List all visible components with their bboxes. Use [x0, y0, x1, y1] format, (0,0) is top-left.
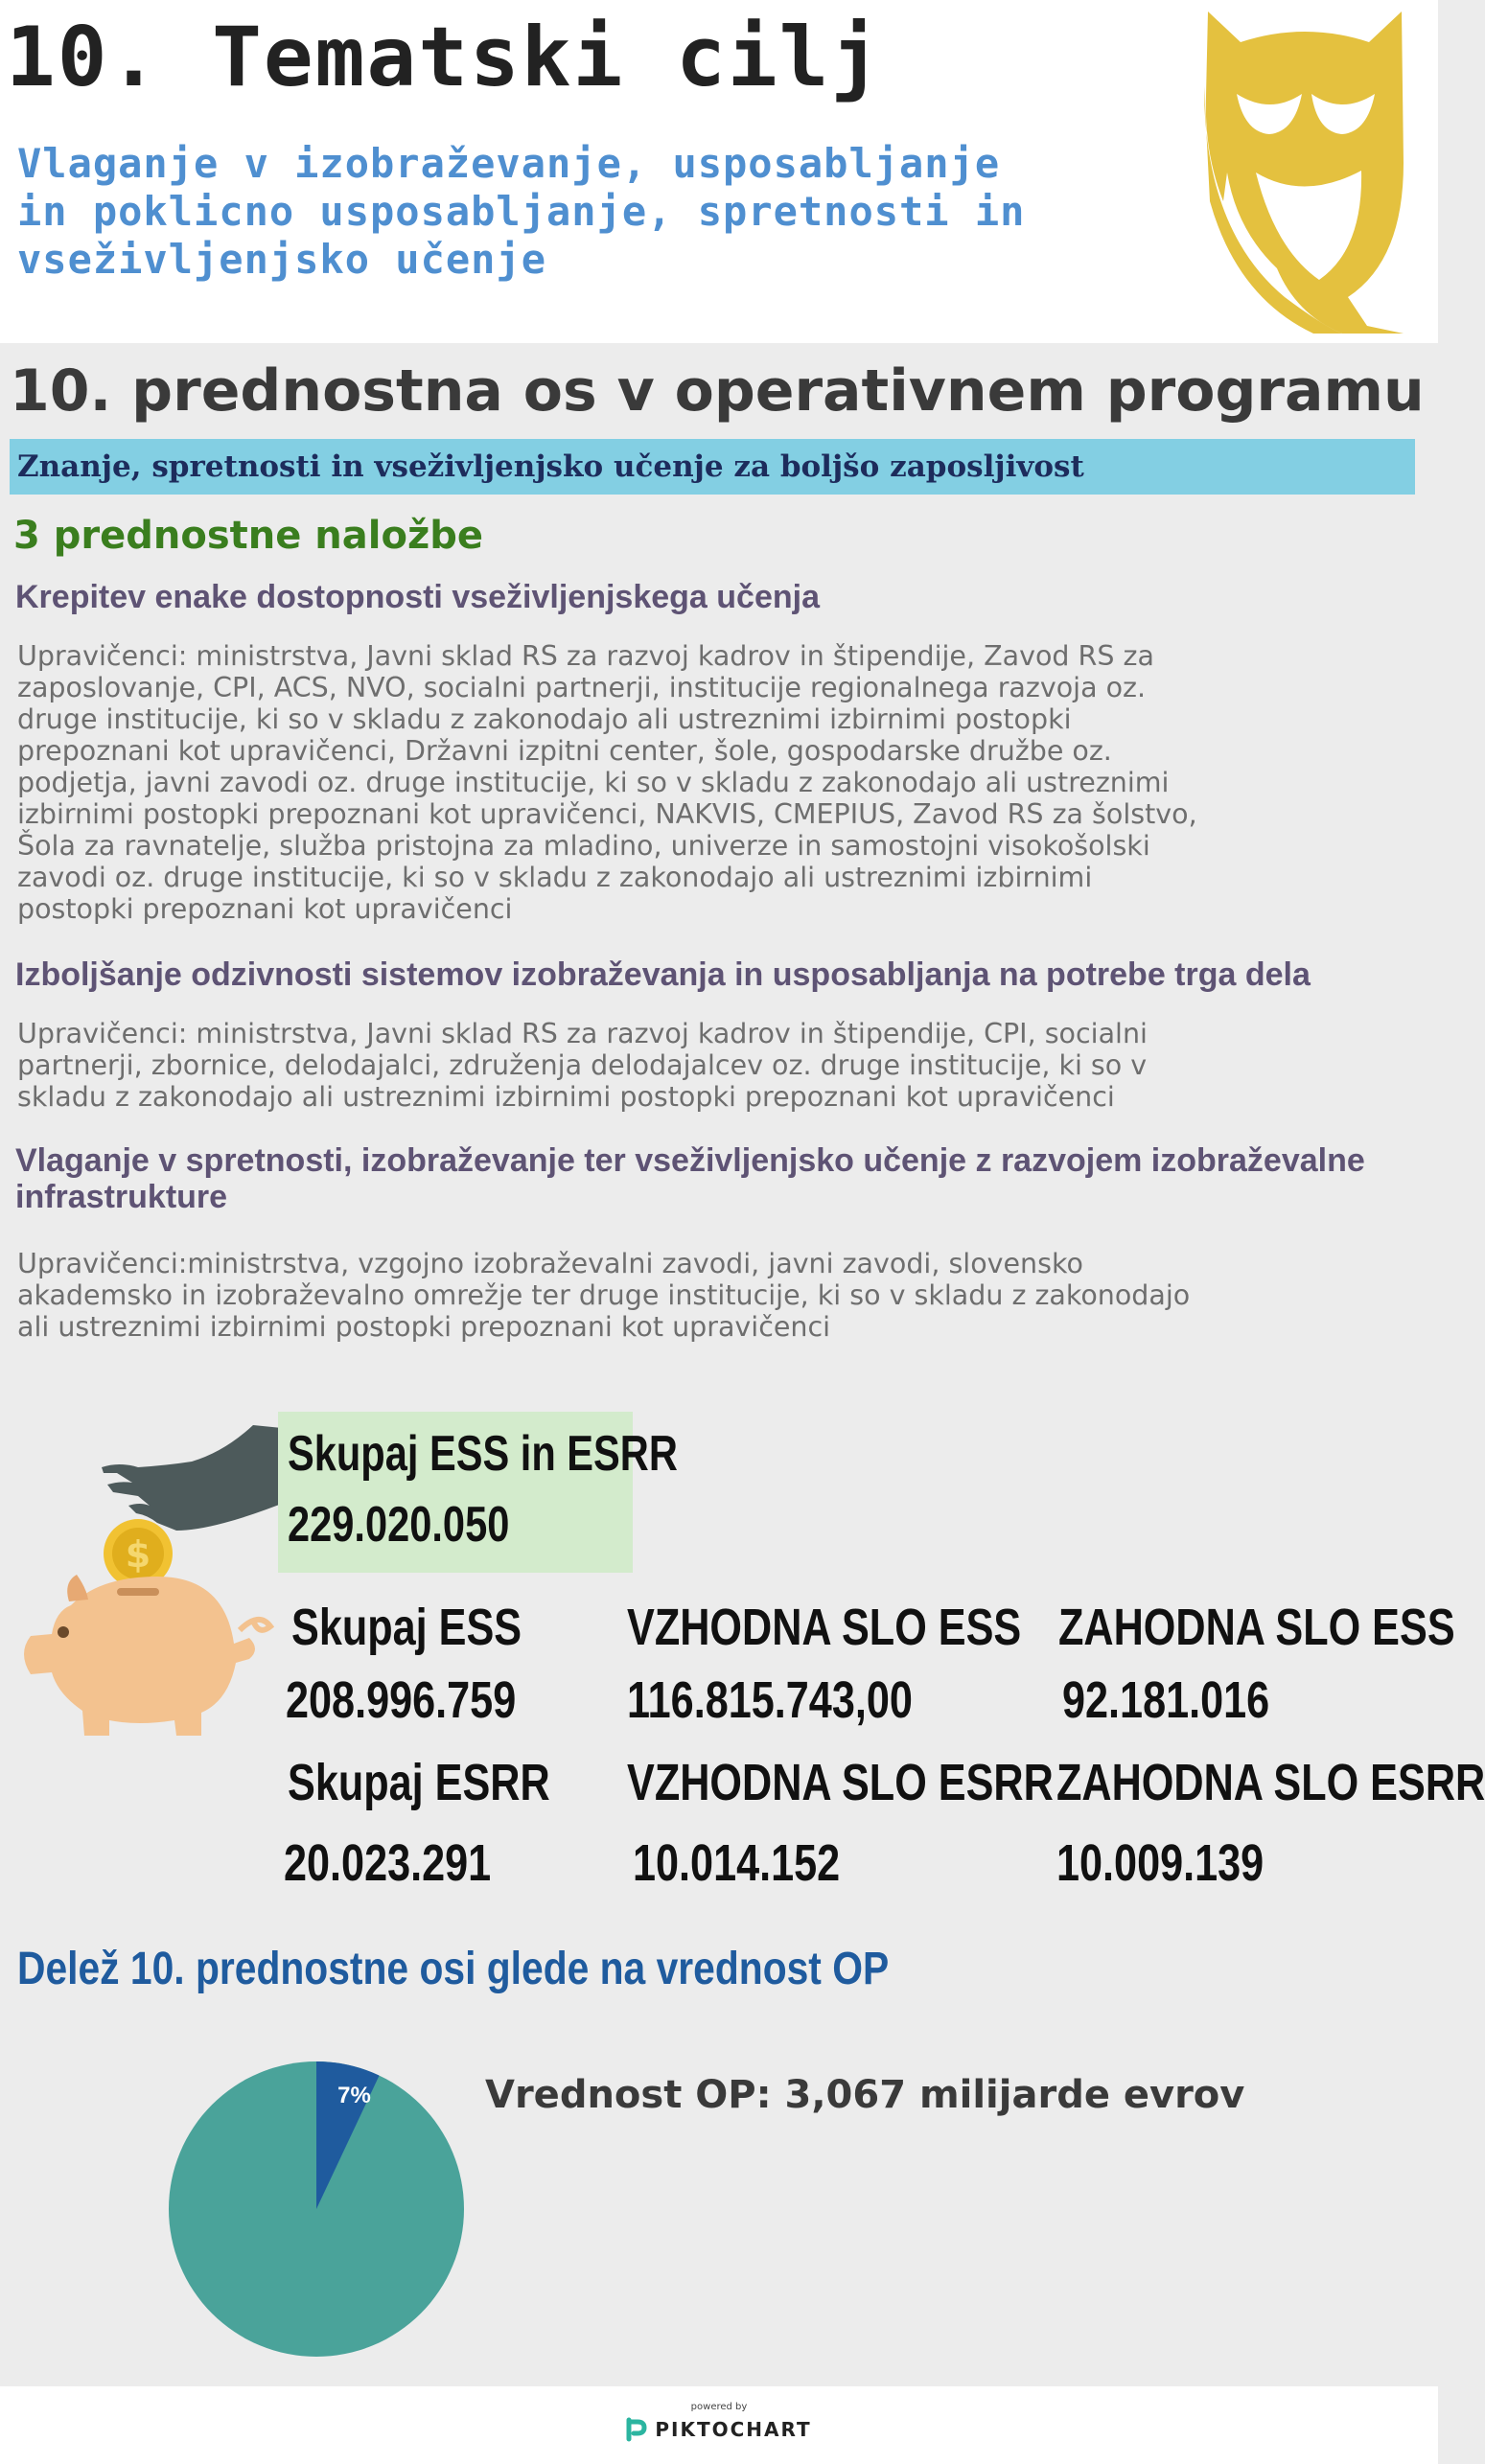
funding-label: Skupaj ESS [291, 1599, 522, 1656]
priority-text: Upravičenci: ministrstva, Javni sklad RS za razvoj kadrov in štipendije, Zavod RS za zaposlovanje, CPI, ACS, NVO, socialni partnerji, institucije regionalnega razvoja oz. druge institucije, ki so v skladu z zakonodajo ali ustreznimi izbirnimi postopki prepoznani kot upravičenci, Državni izpitni center, šole, gospodarske družbe oz. podjetja, javni zavodi oz. druge institucije, ki so v skladu z zakonodajo ali ustreznimi izbirnimi postopki prepoznani kot upravičenci, NAKVIS, CMEPIUS, Zavod RS za šolstvo, Šola za ravnatelje, služba pristojna za mladino, univerze in samostojni visokošolski zavodi oz. druge institucije, ki so v skladu z zakonodajo ali ustreznimi izbirnimi postopki prepoznani kot upravičenci [17, 640, 1197, 925]
op-value: Vrednost OP: 3,067 milijarde evrov [485, 2073, 1245, 2117]
funding-value: 10.009.139 [1056, 1834, 1265, 1892]
pie-label: 7% [337, 2082, 371, 2108]
funding-label: ZAHODNA SLO ESRR [1056, 1754, 1485, 1811]
funding-label: VZHODNA SLO ESS [627, 1599, 1022, 1656]
funding-label: Skupaj ESRR [288, 1754, 550, 1811]
funding-value: 92.181.016 [1062, 1671, 1270, 1729]
total-value: 229.020.050 [288, 1497, 510, 1553]
page-title: 10. Tematski cilj [6, 10, 883, 105]
priority-text: Upravičenci: ministrstva, Javni sklad RS za razvoj kadrov in štipendije, CPI, socialni partnerji, zbornice, delodajalci, združenja delodajalcev oz. druge institucije, ki so v skladu z zakonodajo ali ustreznimi izbirnimi postopki prepoznani kot upravičenci [17, 1018, 1148, 1113]
axis-banner [10, 439, 1415, 495]
priority-title: Vlaganje v spretnosti, izobraževanje ter vseživljenjsko učenje z razvojem izobraževalne infrastrukture [15, 1142, 1365, 1215]
funding-label: VZHODNA SLO ESRR [627, 1754, 1054, 1811]
funding-value: 116.815.743,00 [627, 1671, 913, 1729]
investments-heading: 3 prednostne naložbe [13, 514, 483, 558]
brand-logo[interactable] [0, 2417, 1438, 2442]
priority-text: Upravičenci:ministrstva, vzgojno izobraževalni zavodi, javni zavodi, slovensko akademsko in izobraževalno omrežje ter druge institucije, ki so v skladu z zakonodajo ali ustreznimi izbirnimi postopki prepoznani kot upravičenci [17, 1248, 1191, 1343]
axis-title: 10. prednostna os v operativnem programu [10, 357, 1425, 425]
powered-by-text: powered by [690, 2402, 748, 2412]
total-box [278, 1412, 678, 1573]
piktochart-logo-icon [626, 2417, 647, 2442]
funding-label: ZAHODNA SLO ESS [1058, 1599, 1455, 1656]
footer [0, 2386, 1438, 2464]
priority-title: Krepitev enake dostopnosti vseživljenjskega učenja [15, 579, 820, 615]
funding-value: 20.023.291 [284, 1834, 492, 1892]
priority-title: Izboljšanje odzivnosti sistemov izobraževanja in usposabljanja na potrebe trga dela [15, 956, 1311, 993]
axis-banner-text: Znanje, spretnosti in vseživljenjsko učenje za boljšo zaposljivost [17, 449, 1084, 484]
share-pie-chart [163, 2056, 470, 2362]
coin-symbol: $ [125, 1533, 151, 1576]
owl-icon [1198, 10, 1411, 334]
total-label: Skupaj ESS in ESRR [288, 1426, 678, 1482]
share-title: Delež 10. prednostne osi glede na vrednost OP [17, 1944, 890, 1994]
piggy-bank-icon [13, 1423, 291, 1749]
funding-value: 10.014.152 [633, 1834, 841, 1892]
funding-value: 208.996.759 [286, 1671, 517, 1729]
brand-name: PIKTOCHART [655, 2418, 812, 2441]
page-subtitle: Vlaganje v izobraževanje, usposabljanje in poklicno usposabljanje, spretnosti in vseživljenjsko učenje [17, 140, 1026, 283]
